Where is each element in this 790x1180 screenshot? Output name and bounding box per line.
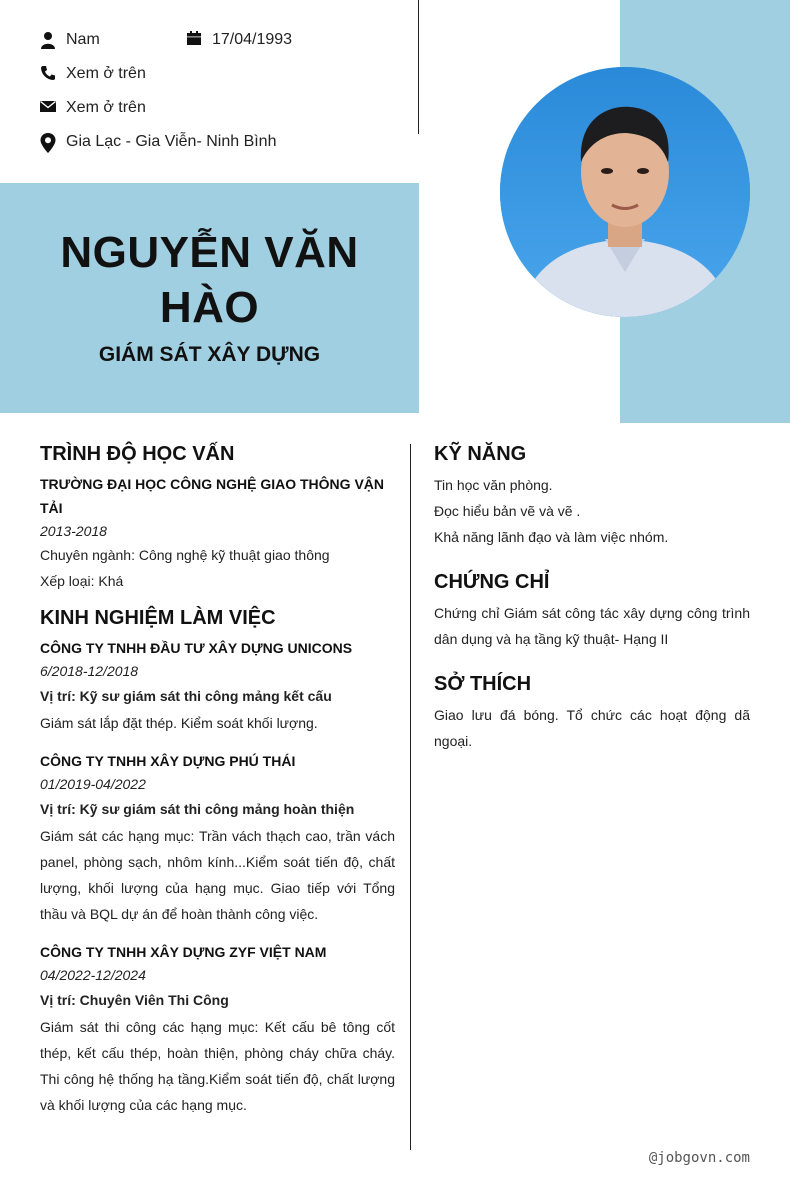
job-company: CÔNG TY TNHH XÂY DỰNG PHÚ THÁI	[40, 753, 296, 769]
dob-row	[186, 31, 292, 49]
calendar-icon	[186, 31, 204, 49]
profile-photo	[500, 67, 750, 317]
job-description: Giám sát các hạng mục: Trần vách thạch cao, trần vách panel, phòng sạch, nhôm kính...Kiểm soát tiến độ, chất lượng, khối lượng của hạng mục. Giao tiếp với Tổng thầu và BQL dự án để hoàn thành công việc.	[40, 828, 395, 922]
certificates-heading: CHỨNG CHỈ	[434, 571, 550, 593]
job-period: 01/2019-04/2022	[40, 776, 146, 792]
skills-heading: KỸ NĂNG	[434, 443, 527, 465]
education-grade: Xếp loại: Khá	[40, 573, 124, 589]
header-divider	[418, 0, 419, 134]
certificate-text: Chứng chỉ Giám sát công tác xây dựng công trình dân dụng và hạ tầng kỹ thuật- Hạng II	[434, 605, 750, 647]
job-description: Giám sát thi công các hạng mục: Kết cấu bê tông cốt thép, kết cấu thép, hoàn thiện, phòng cháy chữa cháy. Thi công hệ thống hạ tầng.Kiểm soát tiến độ, chất lượng và khối lượng của các hạng mục.	[40, 1019, 395, 1113]
skill-item: Khả năng lãnh đạo và làm việc nhóm.	[434, 529, 669, 545]
dob-text: 17/04/1993	[212, 31, 293, 48]
hobbies-heading: SỞ THÍCH	[434, 673, 532, 695]
job-position: Vị trí: Chuyên Viên Thi Công	[40, 992, 229, 1008]
gender-text: Nam	[66, 31, 100, 48]
phone-row	[40, 65, 146, 83]
job-period: 04/2022-12/2024	[40, 967, 146, 983]
job-title: GIÁM SÁT XÂY DỰNG	[98, 343, 321, 366]
job-period: 6/2018-12/2018	[40, 663, 139, 679]
column-divider	[410, 444, 411, 1150]
email-text: Xem ở trên	[66, 99, 146, 116]
experience-heading: KINH NGHIỆM LÀM VIỆC	[40, 607, 276, 629]
job-entry	[40, 636, 395, 736]
name-line-2: HÀO	[159, 283, 260, 332]
skill-item: Đọc hiểu bản vẽ và vẽ .	[434, 503, 581, 519]
hobbies-text: Giao lưu đá bóng. Tổ chức các hoạt động dã ngoại.	[434, 707, 750, 749]
job-position: Vị trí: Kỹ sư giám sát thi công mảng kết cấu	[40, 688, 332, 704]
skill-item: Tin học văn phòng.	[434, 477, 553, 493]
address-row	[40, 133, 276, 151]
address-text: Gia Lạc - Gia Viễn- Ninh Bình	[66, 133, 277, 150]
name-line-1: NGUYỄN VĂN	[60, 228, 359, 277]
job-company: CÔNG TY TNHH XÂY DỰNG ZYF VIỆT NAM	[40, 944, 327, 960]
job-company: CÔNG TY TNHH ĐẦU TƯ XÂY DỰNG UNICONS	[40, 640, 353, 656]
gender-row	[40, 31, 100, 49]
email-row	[40, 99, 146, 117]
envelope-icon	[40, 99, 58, 117]
full-name	[0, 225, 419, 335]
phone-icon	[40, 65, 58, 83]
location-pin-icon	[40, 133, 58, 151]
education-period: 2013-2018	[40, 523, 107, 539]
person-icon	[40, 31, 58, 49]
job-entry	[40, 940, 395, 1118]
education-major: Chuyên ngành: Công nghệ kỹ thuật giao thông	[40, 547, 330, 563]
education-heading: TRÌNH ĐỘ HỌC VẤN	[40, 443, 235, 465]
job-description: Giám sát lắp đặt thép. Kiểm soát khối lượng.	[40, 715, 318, 731]
left-column	[40, 440, 395, 1118]
phone-text: Xem ở trên	[66, 65, 146, 82]
right-column	[434, 440, 750, 754]
school-name: TRƯỜNG ĐẠI HỌC CÔNG NGHỆ GIAO THÔNG VẬN TẢI	[40, 476, 385, 516]
watermark: @jobgovn.com	[648, 1150, 750, 1166]
job-position: Vị trí: Kỹ sư giám sát thi công mảng hoàn thiện	[40, 801, 355, 817]
job-entry	[40, 749, 395, 927]
